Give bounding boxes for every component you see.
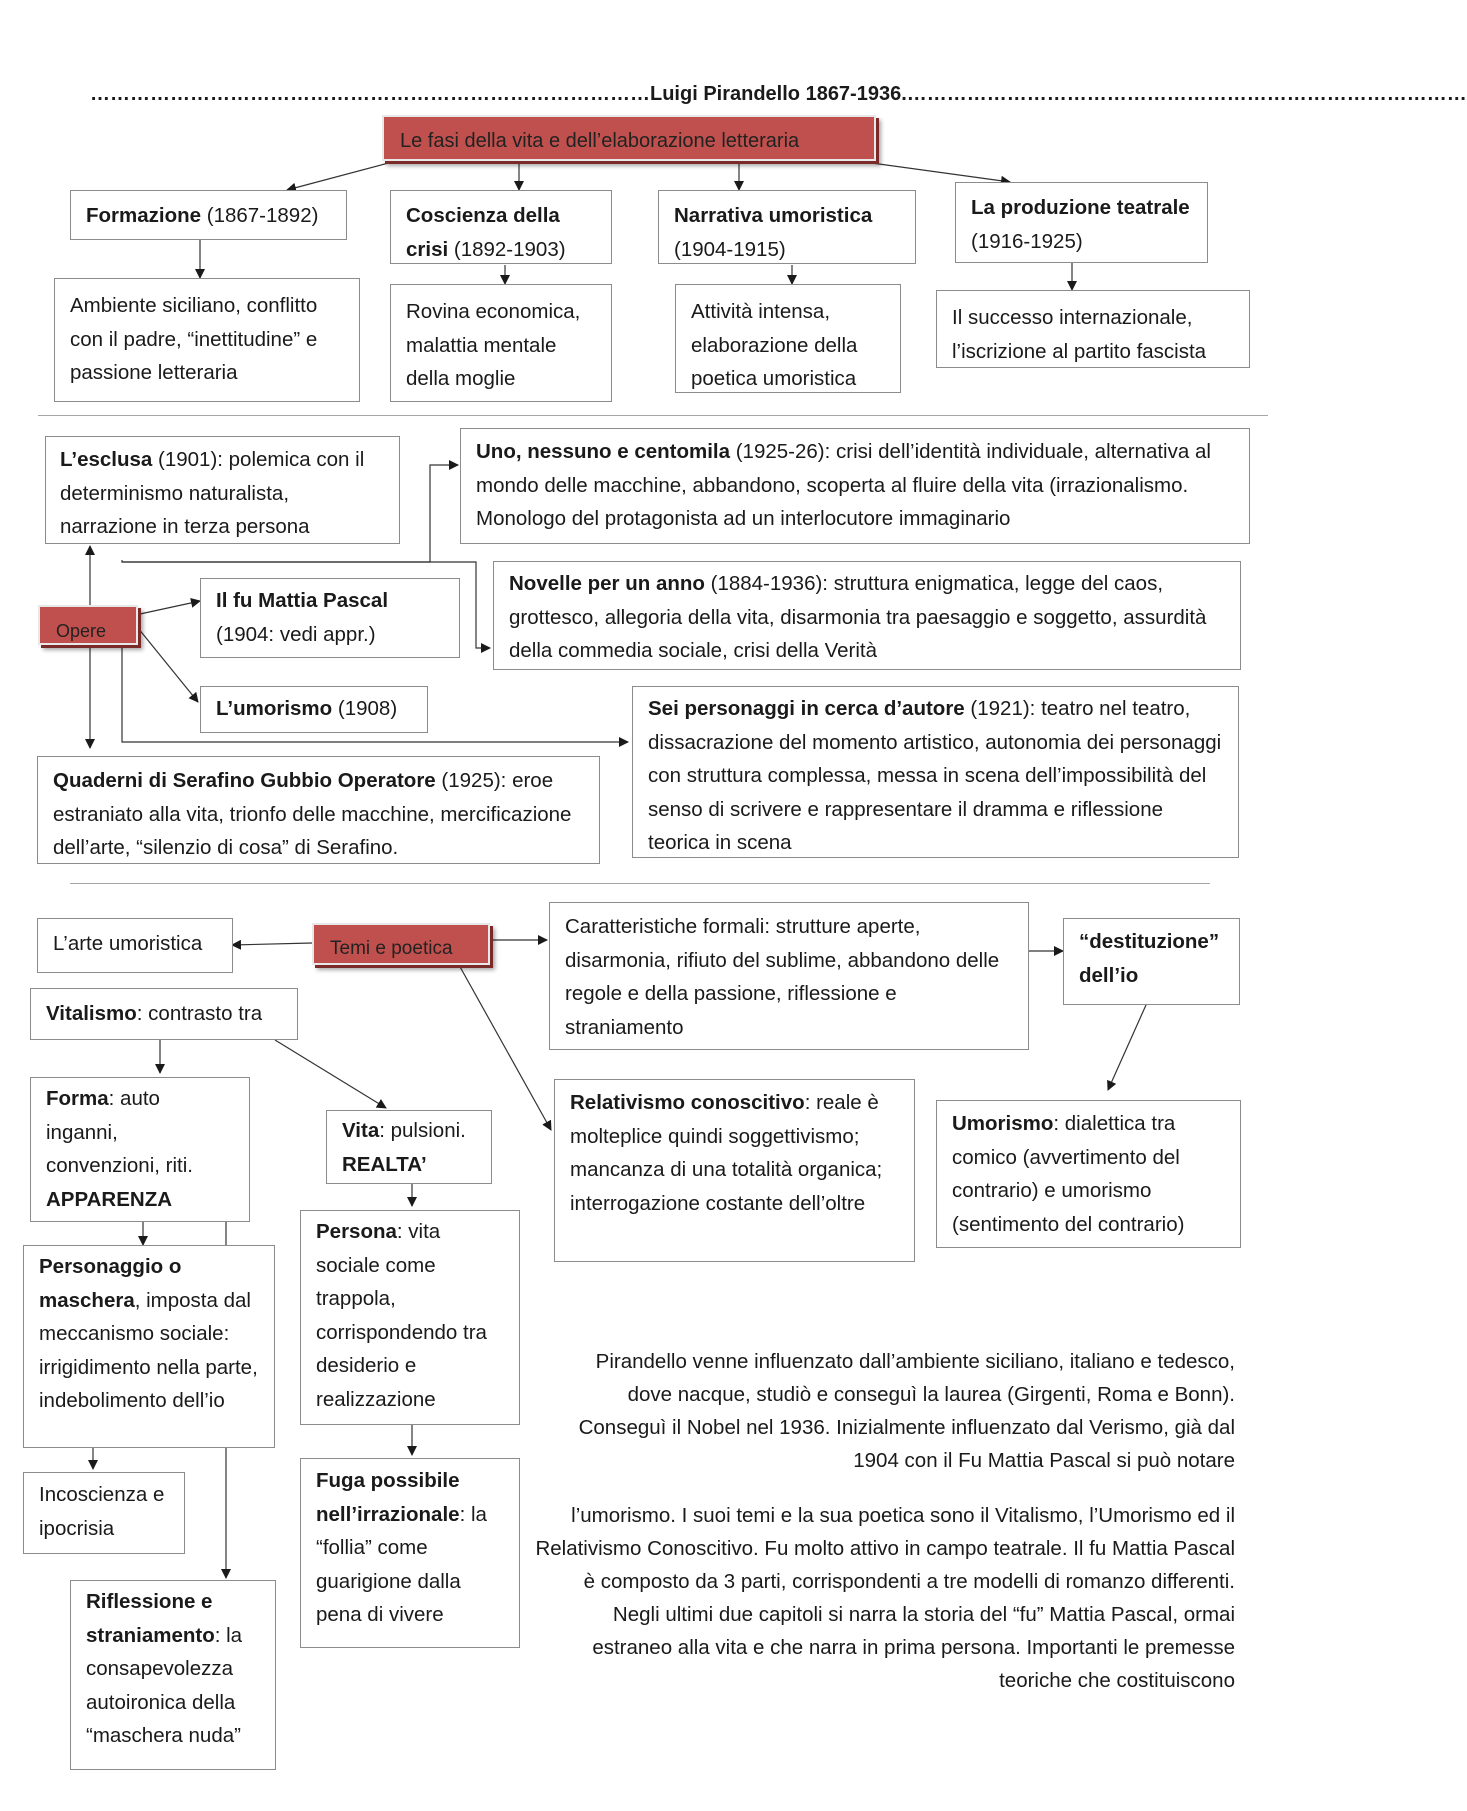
theme-desc: : reale è molteplice quindi soggettivismo; mancanza di una totalità organica; interrogazione costante dell’oltre xyxy=(570,1091,883,1215)
phase-years: (1904-1915) xyxy=(674,237,786,261)
theme-persona xyxy=(300,1210,520,1425)
phase-years: (1892-1903) xyxy=(448,237,566,261)
biography-paragraph-1: Pirandello venne influenzato dall’ambiente siciliano, italiano e tedesco, dove nacque, studiò e conseguì la laurea (Girgenti, Roma e Bonn). Conseguì il Nobel nel 1936. Inizialmente influenzato dal Verismo, già dal 1904 con il Fu Mattia Pascal si può notare xyxy=(578,1350,1235,1472)
phase-teatrale-desc: Il successo internazionale, l’iscrizione al partito fascista xyxy=(936,290,1250,368)
theme-relativismo xyxy=(554,1079,915,1262)
phases-header-label: Le fasi della vita e dell’elaborazione letteraria xyxy=(400,130,800,152)
theme-vitalismo xyxy=(30,988,298,1040)
theme-caps: REALTA’ xyxy=(342,1152,427,1176)
theme-umorismo xyxy=(936,1100,1241,1248)
work-esclusa xyxy=(45,436,400,544)
work-desc: (1904: vedi appr.) xyxy=(216,622,376,646)
theme-title: Vita xyxy=(342,1119,380,1142)
work-sei-personaggi xyxy=(632,686,1239,858)
work-desc: (1908) xyxy=(332,697,398,720)
phase-title: Narrativa umoristica xyxy=(674,204,873,227)
section-divider-2 xyxy=(70,883,1210,884)
theme-desc: : vita sociale come trappola, corrispondendo tra desiderio e realizzazione xyxy=(316,1220,487,1411)
theme-riflessione xyxy=(70,1580,276,1770)
theme-arte-umoristica: L’arte umoristica xyxy=(37,918,233,973)
phase-narrativa xyxy=(658,190,916,264)
theme-title: Fuga possibile nell’irrazionale xyxy=(316,1469,460,1526)
theme-title: Umorismo xyxy=(952,1112,1054,1135)
work-uno-nessuno xyxy=(460,428,1250,544)
theme-title: Personaggio o maschera xyxy=(39,1255,182,1312)
work-novelle xyxy=(493,561,1241,670)
phase-years: (1916-1925) xyxy=(971,229,1083,253)
theme-title: Riflessione e straniamento xyxy=(86,1590,215,1647)
phase-formazione xyxy=(70,190,347,240)
theme-personaggio xyxy=(23,1245,275,1448)
work-title: L’umorismo xyxy=(216,697,333,720)
opere-label-text: Opere xyxy=(56,621,107,641)
theme-fuga xyxy=(300,1458,520,1648)
temi-label-text: Temi e poetica xyxy=(330,938,453,959)
theme-forma xyxy=(30,1077,250,1222)
work-title: Il fu Mattia Pascal xyxy=(216,589,389,612)
theme-desc: : contrasto tra xyxy=(136,1002,263,1025)
work-title: L’esclusa xyxy=(60,448,153,471)
work-title: Quaderni di Serafino Gubbio Operatore xyxy=(53,769,436,792)
theme-desc: : la “follia” come guarigione dalla pena di vivere xyxy=(316,1502,487,1626)
theme-desc: : pulsioni. xyxy=(379,1119,466,1142)
phase-title: Formazione xyxy=(86,204,202,227)
phase-title: Coscienza della crisi xyxy=(406,204,560,261)
phases-header xyxy=(382,115,876,161)
work-desc: (1901): polemica con il determinismo naturalista, narrazione in terza persona xyxy=(60,448,365,538)
work-title: Sei personaggi in cerca d’autore xyxy=(648,697,965,720)
theme-title: Relativismo conoscitivo xyxy=(570,1091,805,1114)
work-umorismo xyxy=(200,686,428,733)
theme-title: Vitalismo xyxy=(46,1002,137,1025)
phase-coscienza-desc: Rovina economica, malattia mentale della moglie xyxy=(390,284,612,402)
section-divider-1 xyxy=(38,415,1268,416)
phase-coscienza xyxy=(390,190,612,264)
opere-label xyxy=(38,605,138,645)
work-desc: (1884-1936): struttura enigmatica, legge del caos, grottesco, allegoria della vita, disarmonia tra paesaggio e soggetto, assurdità della commedia sociale, crisi della Verità xyxy=(509,572,1207,662)
theme-desc: : la consapevolezza autoironica della “maschera nuda” xyxy=(86,1623,243,1747)
work-desc: (1921): teatro nel teatro, dissacrazione del momento artistico, autonomia dei personaggi con struttura complessa, messa in scena dell’impossibilità del senso di scrivere e rappresentare il dramma e riflessione teorica in scena xyxy=(648,697,1222,854)
theme-caratteristiche: Caratteristiche formali: strutture aperte, disarmonia, rifiuto del sublime, abbandono delle regole e della passione, riflessione e straniamento xyxy=(549,902,1029,1050)
theme-incoscienza: Incoscienza e ipocrisia xyxy=(23,1472,185,1554)
theme-desc: : dialettica tra comico (avvertimento del contrario) e umorismo (sentimento del contrario) xyxy=(952,1112,1185,1236)
work-quaderni xyxy=(37,756,600,864)
phase-title: La produzione teatrale xyxy=(971,196,1190,219)
work-desc: (1925-26): crisi dell’identità individuale, alternativa al mondo delle macchine, abbandono, scoperta al fluire della vita (irrazionalismo. Monologo del protagonista ad un interlocutore immaginario xyxy=(476,440,1211,530)
page-title: …………………………………………………………………………Luigi Pirandello 1867-1936.………………………………………………………………………… xyxy=(90,83,1467,105)
phase-formazione-desc: Ambiente siciliano, conflitto con il padre, “inettitudine” e passione letteraria xyxy=(54,278,360,402)
temi-label xyxy=(312,923,490,965)
biography-paragraph-2: l’umorismo. I suoi temi e la sua poetica sono il Vitalismo, l’Umorismo ed il Relativismo Conoscitivo. Fu molto attivo in campo teatrale. Il fu Mattia Pascal è composto da 3 parti, corrispondenti a tre modelli di romanzo differenti. Negli ultimi due capitoli si narra la storia del “fu” Mattia Pascal, ormai estraneo alla vita e che narra in prima persona. Importanti le premesse teoriche che costituiscono xyxy=(535,1504,1235,1692)
theme-caps: APPARENZA xyxy=(46,1187,173,1211)
theme-desc: : auto inganni, convenzioni, riti. xyxy=(46,1087,193,1177)
work-desc: (1925): eroe estraniato alla vita, trionfo delle macchine, mercificazione dell’arte, “silenzio di cosa” di Serafino. xyxy=(53,769,572,859)
work-mattia-pascal xyxy=(200,578,460,658)
phase-years: (1867-1892) xyxy=(201,204,319,227)
theme-desc: , imposta dal meccanismo sociale: irrigidimento nella parte, indebolimento dell’io xyxy=(39,1288,258,1412)
phase-narrativa-desc: Attività intensa, elaborazione della poetica umoristica xyxy=(675,284,901,393)
biography-text xyxy=(535,1345,1235,1697)
work-title: Uno, nessuno e centomila xyxy=(476,440,731,463)
theme-title: Persona xyxy=(316,1220,397,1243)
theme-vita xyxy=(326,1110,492,1184)
work-title: Novelle per un anno xyxy=(509,572,705,595)
theme-destituzione: “destituzione” dell’io xyxy=(1063,918,1240,1005)
theme-title: Forma xyxy=(46,1087,109,1110)
phase-teatrale xyxy=(955,182,1208,263)
